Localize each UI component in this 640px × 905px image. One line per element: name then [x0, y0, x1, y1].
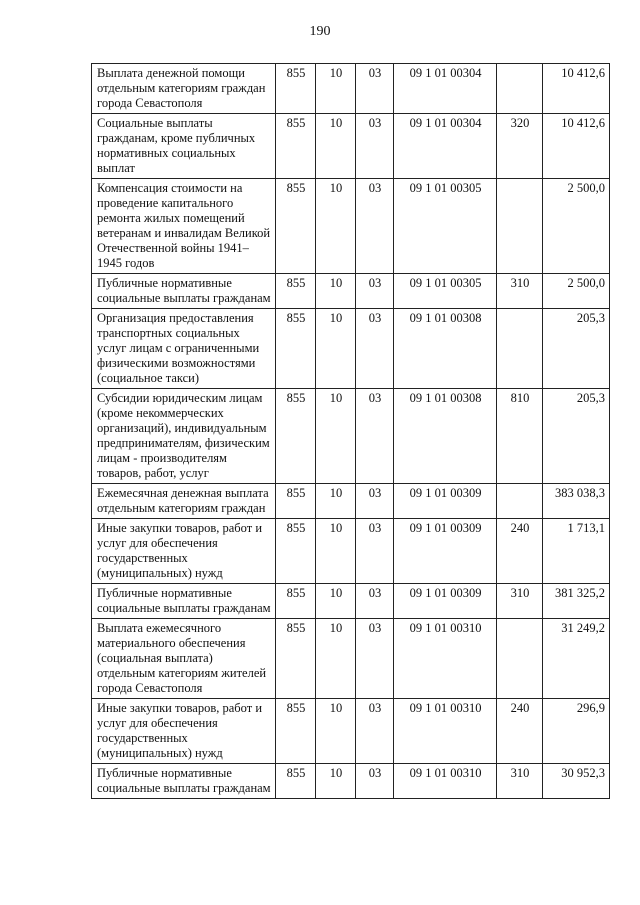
item-name-cell: Иные закупки товаров, работ и услуг для обеспечения государственных (муниципальных) нужд: [92, 519, 276, 584]
item-name-cell: Иные закупки товаров, работ и услуг для обеспечения государственных (муниципальных) нужд: [92, 699, 276, 764]
section-code-cell: 10: [316, 484, 356, 519]
item-name-cell: Компенсация стоимости на проведение капитального ремонта жилых помещений ветеранам и инвалидам Великой Отечественной войны 1941–1945 годов: [92, 179, 276, 274]
department-code-cell: 855: [276, 179, 316, 274]
target-article-code-cell: 09 1 01 00304: [394, 64, 497, 114]
target-article-code-cell: 09 1 01 00308: [394, 309, 497, 389]
department-code-cell: 855: [276, 114, 316, 179]
section-code-cell: 10: [316, 179, 356, 274]
department-code-cell: 855: [276, 309, 316, 389]
target-article-code-cell: 09 1 01 00305: [394, 274, 497, 309]
department-code-cell: 855: [276, 764, 316, 799]
table-row: [92, 389, 610, 484]
expense-type-code-cell: [497, 179, 543, 274]
section-code-cell: 10: [316, 619, 356, 699]
amount-cell: 1 713,1: [543, 519, 610, 584]
target-article-code-cell: 09 1 01 00304: [394, 114, 497, 179]
section-code-cell: 10: [316, 64, 356, 114]
expense-type-code-cell: [497, 619, 543, 699]
department-code-cell: 855: [276, 584, 316, 619]
budget-table: [91, 63, 610, 799]
subsection-code-cell: 03: [356, 699, 394, 764]
section-code-cell: 10: [316, 764, 356, 799]
table-row: [92, 699, 610, 764]
amount-cell: 10 412,6: [543, 64, 610, 114]
section-code-cell: 10: [316, 699, 356, 764]
department-code-cell: 855: [276, 274, 316, 309]
target-article-code-cell: 09 1 01 00309: [394, 519, 497, 584]
expense-type-code-cell: 240: [497, 699, 543, 764]
table-row: [92, 619, 610, 699]
item-name-cell: Публичные нормативные социальные выплаты гражданам: [92, 584, 276, 619]
amount-cell: 381 325,2: [543, 584, 610, 619]
page-number: 190: [309, 24, 331, 39]
amount-cell: 383 038,3: [543, 484, 610, 519]
item-name-cell: Социальные выплаты гражданам, кроме публичных нормативных социальных выплат: [92, 114, 276, 179]
department-code-cell: 855: [276, 389, 316, 484]
table-row: [92, 484, 610, 519]
department-code-cell: 855: [276, 699, 316, 764]
department-code-cell: 855: [276, 484, 316, 519]
target-article-code-cell: 09 1 01 00309: [394, 484, 497, 519]
amount-cell: 2 500,0: [543, 179, 610, 274]
amount-cell: 2 500,0: [543, 274, 610, 309]
subsection-code-cell: 03: [356, 619, 394, 699]
amount-cell: 205,3: [543, 389, 610, 484]
table-row: [92, 309, 610, 389]
item-name-cell: Субсидии юридическим лицам (кроме некоммерческих организаций), индивидуальным предпринимателям, физическим лицам - производителям товаров, работ, услуг: [92, 389, 276, 484]
expense-type-code-cell: 810: [497, 389, 543, 484]
item-name-cell: Выплата ежемесячного материального обеспечения (социальная выплата) отдельным категориям жителей города Севастополя: [92, 619, 276, 699]
subsection-code-cell: 03: [356, 179, 394, 274]
expense-type-code-cell: 310: [497, 584, 543, 619]
target-article-code-cell: 09 1 01 00309: [394, 584, 497, 619]
section-code-cell: 10: [316, 274, 356, 309]
section-code-cell: 10: [316, 389, 356, 484]
expense-type-code-cell: 320: [497, 114, 543, 179]
amount-cell: 30 952,3: [543, 764, 610, 799]
target-article-code-cell: 09 1 01 00310: [394, 699, 497, 764]
table-row: [92, 274, 610, 309]
amount-cell: 31 249,2: [543, 619, 610, 699]
department-code-cell: 855: [276, 64, 316, 114]
target-article-code-cell: 09 1 01 00305: [394, 179, 497, 274]
table-row: [92, 764, 610, 799]
subsection-code-cell: 03: [356, 584, 394, 619]
amount-cell: 10 412,6: [543, 114, 610, 179]
item-name-cell: Ежемесячная денежная выплата отдельным категориям граждан: [92, 484, 276, 519]
item-name-cell: Публичные нормативные социальные выплаты гражданам: [92, 764, 276, 799]
section-code-cell: 10: [316, 519, 356, 584]
table-row: [92, 519, 610, 584]
table-row: [92, 64, 610, 114]
amount-cell: 205,3: [543, 309, 610, 389]
subsection-code-cell: 03: [356, 484, 394, 519]
expense-type-code-cell: [497, 309, 543, 389]
department-code-cell: 855: [276, 519, 316, 584]
target-article-code-cell: 09 1 01 00310: [394, 619, 497, 699]
expense-type-code-cell: [497, 484, 543, 519]
item-name-cell: Публичные нормативные социальные выплаты гражданам: [92, 274, 276, 309]
expense-type-code-cell: [497, 64, 543, 114]
item-name-cell: Организация предоставления транспортных социальных услуг лицам с ограниченными физическими возможностями (социальное такси): [92, 309, 276, 389]
section-code-cell: 10: [316, 114, 356, 179]
subsection-code-cell: 03: [356, 309, 394, 389]
subsection-code-cell: 03: [356, 389, 394, 484]
expense-type-code-cell: 310: [497, 764, 543, 799]
subsection-code-cell: 03: [356, 114, 394, 179]
table-row: [92, 179, 610, 274]
table-row: [92, 584, 610, 619]
subsection-code-cell: 03: [356, 64, 394, 114]
subsection-code-cell: 03: [356, 274, 394, 309]
section-code-cell: 10: [316, 584, 356, 619]
section-code-cell: 10: [316, 309, 356, 389]
item-name-cell: Выплата денежной помощи отдельным категориям граждан города Севастополя: [92, 64, 276, 114]
amount-cell: 296,9: [543, 699, 610, 764]
table-row: [92, 114, 610, 179]
department-code-cell: 855: [276, 619, 316, 699]
subsection-code-cell: 03: [356, 764, 394, 799]
target-article-code-cell: 09 1 01 00310: [394, 764, 497, 799]
expense-type-code-cell: 310: [497, 274, 543, 309]
target-article-code-cell: 09 1 01 00308: [394, 389, 497, 484]
subsection-code-cell: 03: [356, 519, 394, 584]
expense-type-code-cell: 240: [497, 519, 543, 584]
budget-table-body: [92, 64, 610, 799]
